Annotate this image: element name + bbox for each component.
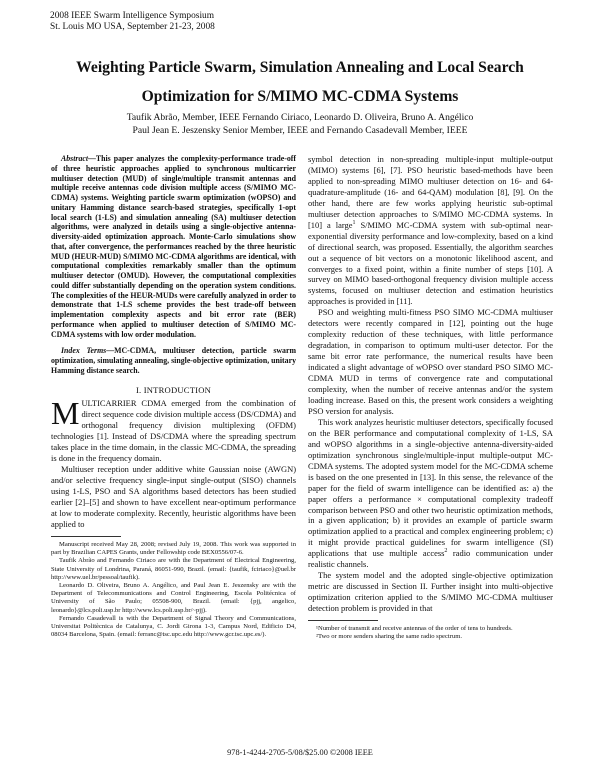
- author-list: [30, 112, 570, 137]
- footnote-2: ²Two or more senders sharing the same radio spectrum.: [316, 633, 462, 641]
- right-footnote-divider: [308, 620, 378, 621]
- authors-line-2: Paul Jean E. Jeszensky Senior Member, IEEE and Fernando Casadevall Member, IEEE: [132, 124, 468, 136]
- right-paragraph-2: PSO and weighting multi-fitness PSO SIMO MC-CDMA multiuser detectors were recently compared in [12], pointing out the huge complexity reduction of these techniques, with little performance degradation, in comparison to optimum multi-user detector. For the same bit error rate performance, the numerical results have been indicated a slight advantage of wOPSO over standard PSO SIMO MC-CDMA MUD in terms of convergence rate and computational complexity, when the number of receive antennas and/or the system loading increase. Based on this, the present work considers a weighting PSO version for analysis.: [308, 307, 553, 416]
- footnote-ref-1: 1: [352, 219, 356, 226]
- right-paragraph-4: The system model and the adopted single-objective optimization metric are discussed in Section II. Further insight into multi-objective optimization criterion applied to the S/MIMO MC-CDMA multiuser detection problem is provided in that: [308, 570, 553, 614]
- intro-paragraph-1: [51, 395, 296, 464]
- right-paragraph-1-cont: S/MIMO MC-CDMA system with sub-optimal near-exponential diversity performance and low-complexity, based on a kind of directional search, was proposed. Essentially, the algorithm searches out a sequence of bit vectors on a monotonic likelihood ascent, and converges to a fixed point, within a finite number of steps [10]. A survey on MIMO based-orthogonal frequency division multiple access systems, focused on multiuser detection and estimation heuristics approaches is provided in [11].: [308, 219, 553, 307]
- abstract-label: Abstract: [61, 154, 89, 163]
- drop-cap: M: [51, 395, 80, 432]
- intro-paragraph-2: Multiuser reception under additive white Gaussian noise (AWGN) and/or selective frequency single-input single-output (SISO) channels using 1-LS, PSO and SA algorithms based detectors has been studied earlier [2]–[5] and shown to have excellent near-optimum performance at low to moderate complexity. Recently, heuristic algorithms have been applied to: [51, 464, 296, 529]
- left-column: [51, 154, 296, 639]
- footnote-1: ¹Number of transmit and receive antennas of the order of tens to hundreds.: [316, 625, 513, 633]
- right-paragraph-3-cont: radio communication under realistic channels.: [308, 548, 553, 570]
- footnote-ref-2: 2: [444, 548, 448, 555]
- index-terms: [51, 346, 296, 375]
- footnote-affiliation-3: Fernando Casadevall is with the Department of Signal Theory and Communications, Universitat Politècnica de Catalunya, C. Jordi Girona 1-3, Campus Nord, Edificio D4, 08034 Barcelona, Spain. (email: ferranc@tsc.upc.edu http://www.gcr.tsc.upc.es/).: [51, 614, 296, 639]
- footnote-affiliation-1: Taufik Abrão and Fernando Ciriaco are with the Department of Electrical Engineering, State University of Londrina, Paraná, 86051-990, Brazil. (email: {taufik, fciriaco}@uel.br http://www.uel.br/pessoal/taufik).: [51, 557, 296, 581]
- conference-name: 2008 IEEE Swarm Intelligence Symposium: [50, 11, 215, 21]
- copyright-notice: 978-1-4244-2705-5/08/$25.00 ©2008 IEEE: [227, 748, 373, 757]
- right-paragraph-3-text: This work analyzes heuristic multiuser detectors, specifically focused on the BER performance and computational complexity of 1-LS, SA and wOPSO algorithms in a single-objective antenna-diversity-aided optimization synchronous single/multiple-input multiple-output MC-CDMA systems. The adopted system model for the MC-CDMA scheme is based on the one presented in [13]. In this sense, the relevance of the paper for the field of swarm intelligence can be identified as: a) the paper offers a performance × computational complexity tradeoff comparison between PSO and other two heuristic optimization methods, in a given application; b) it provides an example of particle swarm optimization applied to a practical and complex engineering problem; c) it might provide practical guidelines for swarm intelligence (SI) applications that use multiple access: [308, 416, 553, 559]
- title-line-2: Optimization for S/MIMO MC-CDMA Systems: [141, 88, 459, 105]
- right-paragraph-1: [308, 154, 553, 307]
- right-column: [308, 154, 553, 641]
- right-paragraph-1-text: symbol detection in non-spreading multiple-input multiple-output (MIMO) systems [6], [7]. PSO heuristic based-methods have been applied to non-spreading MIMO multiuser detection on 16- and 64-quadrature-amplitude (16- and 64-QAM) modulation [8], [9]. On the other hand, there are few works applying heuristic sub-optimal multiuser detection approaches to S/MIMO MC-CDMA systems. In [10] a large: [308, 154, 553, 230]
- authors-line-1: Taufik Abrão, Member, IEEE Fernando Ciriaco, Leonardo D. Oliveira, Bruno A. Angélico: [126, 112, 474, 123]
- footnote-affiliation-2: Leonardo D. Oliveira, Bruno A. Angélico, and Paul Jean E. Jeszensky are with the Department of Telecommunications and Control Engineering, Escola Politécnica of University of São Paulo; 05508-900, Brazil. (email: {pjj, angelico, leonardo}@lcs.poli.usp.br http://www.lcs.poli.usp.br/~pjj).: [51, 581, 296, 614]
- abstract: [51, 154, 296, 339]
- intro-paragraph-1-text: ULTICARRIER CDMA emerged from the combination of direct sequence code division multiple access (DS/CDMA) and orthogonal frequency division multiplexing (OFDM) technologies [1]. Instead of DS/CDMA where the spreading spectrum takes place in the time domain, in the classic MC-CDMA, the spreading is done in the frequency domain.: [51, 398, 296, 464]
- abstract-text: —This paper analyzes the complexity-performance trade-off of three heuristic approaches applied to synchronous multicarrier multiuser detection (MUD) of single/multiple transmit antennas and multiple receive antennas code division multiple access (S/MIMO MC-CDMA) systems. Weighting particle swarm optimization (wOPSO) and unitary Hamming distance search-based strategies, specifically 1-opt local search (1-LS) and simulation annealing (SA) multiuser detection algorithms, were analyzed in details using a single-objective antenna-diversity-aided optimization approach. Monte-Carlo simulations show that, after convergence, the performances reached by the three heuristic MUD (HEUR-MUD) S/MIMO MC-CDMA algorithms are identical, with computational complexities remarkably smaller than the optimum multiuser detector (OMUD). However, the computational complexities could differ substantially depending on the operation system conditions. The complexities of the HEUR-MUDs were carefully analyzed in order to demonstrate that 1-LS scheme provides the best trade-off between implementation complexity aspects and bit error rate (BER) performance when applied to multiuser detection of S/MIMO MC-CDMA systems with low order modulation.: [51, 154, 296, 339]
- conference-location: St. Louis MO USA, September 21-23, 2008: [50, 22, 215, 32]
- right-paragraph-3: [308, 417, 553, 570]
- footnote-manuscript: Manuscript received May 28, 2008; revised July 19, 2008. This work was supported in part by Brazilian CAPES Grants, under Fellowship code BEX0556/07-6.: [51, 540, 296, 557]
- index-terms-label: Index Terms: [61, 346, 107, 356]
- paper-title: [30, 53, 570, 111]
- footnote-divider: [51, 536, 121, 537]
- section-heading-introduction: I. INTRODUCTION: [135, 384, 212, 395]
- conference-header: [50, 11, 215, 33]
- index-terms-text: —MC-CDMA, multiuser detection, particle swarm optimization, simulating annealing, single-objective optimization, unitary Hamming distance search.: [51, 346, 296, 375]
- title-line-1: Weighting Particle Swarm, Simulation Annealing and Local Search: [76, 59, 524, 76]
